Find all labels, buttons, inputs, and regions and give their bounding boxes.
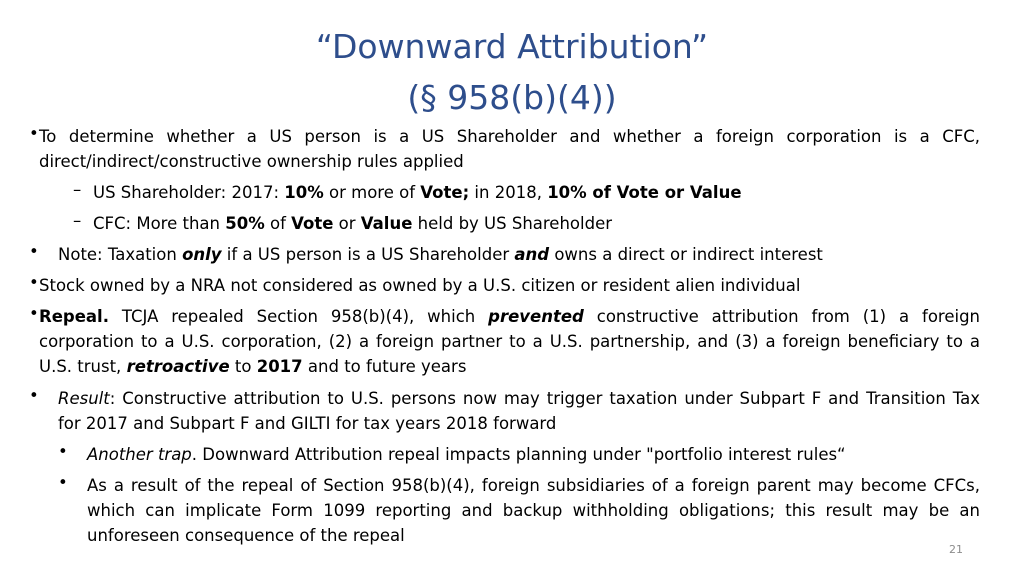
bullet-note-taxation [58,242,978,267]
text: held by US Shareholder [412,214,613,233]
bullet-marker: • [58,473,68,492]
italic-text: Result [58,389,110,408]
bold-text: Vote [291,214,334,233]
text: . Downward Attribution repeal impacts planning under "portfolio interest rules“ [191,445,846,464]
sub-bullet-us-shareholder [93,180,973,205]
sub-bullet-cfc [93,211,973,236]
text: owns a direct or indirect interest [549,245,823,264]
text: in 2018, [469,183,548,202]
text: US Shareholder: 2017: [93,183,285,202]
dash-marker: – [73,211,82,230]
bullet-repeal [39,304,980,379]
page-number: 21 [949,543,963,556]
slide-title-line-1: “Downward Attribution” [315,27,709,66]
text: Note: Taxation [58,245,183,264]
text: or more of [323,183,421,202]
text: and to future years [302,357,467,376]
text: : Constructive attribution to U.S. persons now may trigger taxation under Subpart F and Transition Tax for 2017 and Subpart F and GILTI for tax years 2018 forward [58,389,980,433]
sub-bullet-another-trap [87,442,980,467]
bold-text: 10% [284,183,324,202]
text: of [264,214,292,233]
italic-text: Another trap [87,445,192,464]
bullet-marker: • [29,242,39,261]
text: TCJA repealed Section 958(b)(4), which [108,307,489,326]
bold-italic-text: prevented [488,307,584,326]
text: to [229,357,257,376]
text: constructive attribution from (1) a foreign corporation to a U.S. corporation, (2) a foreign partner to a U.S. partnership, and (3) a foreign beneficiary to a U.S. trust, [39,307,980,376]
bullet-ownership-rules: To determine whether a US person is a US Shareholder and whether a foreign corporation is a CFC, direct/indirect/constructive ownership rules applied [39,127,980,171]
bold-italic-text: and [514,245,550,264]
bold-text: 10% of Vote or Value [547,183,742,202]
bold-text: Vote; [420,183,470,202]
bullet-marker: • [29,124,39,143]
bullet-marker: • [58,442,68,461]
bullet-result [58,386,980,436]
text: or [333,214,361,233]
text: CFC: More than [93,214,226,233]
dash-marker: – [73,180,82,199]
bold-text: Value [360,214,413,233]
text: if a US person is a US Shareholder [221,245,515,264]
bold-text: 50% [225,214,265,233]
bold-italic-text: retroactive [126,357,230,376]
bold-text: 2017 [256,357,303,376]
slide-title-line-2: (§ 958(b)(4)) [407,78,617,117]
bullet-marker: • [29,273,39,292]
bullet-marker: • [29,304,39,323]
bold-italic-text: only [182,245,222,264]
bullet-marker: • [29,386,39,405]
bullet-nra-stock: Stock owned by a NRA not considered as owned by a U.S. citizen or resident alien individual [39,276,801,295]
sub-bullet-cfc-consequence: As a result of the repeal of Section 958(b)(4), foreign subsidiaries of a foreign parent may become CFCs, which can implicate Form 1099 reporting and backup withholding obligations; this result may be an unforeseen consequence of the repeal [87,476,980,545]
bold-text: Repeal. [39,307,109,326]
